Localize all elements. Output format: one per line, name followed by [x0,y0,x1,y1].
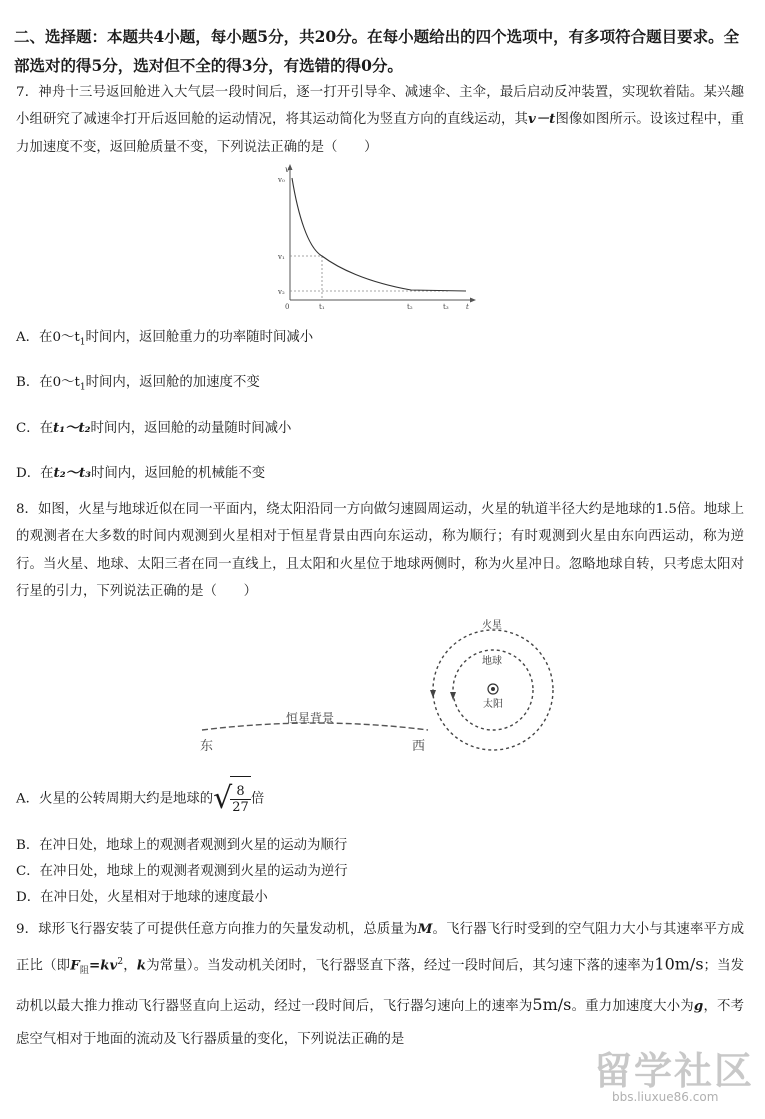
q9-text-2c: 为常量）。当发动机关闭时，飞行器竖直下落，经过一段时间后，其匀速 [146,958,574,974]
q9-speed-up: 5m/s [532,995,572,1015]
question-8-stem: 8．如图，火星与地球近似在同一平面内，绕太阳沿同一方向做匀速圆周运动，火星的轨道半径大约是地球的1.5倍。地球上的观测者在大多数的时间内观测到火星相对于恒星背景由西向东运动，称为顺行；有时观测到火星由东向西运动，称为逆行。当火星、地球、太阳三者在同一直线上，且太阳和火星位于地球两侧时，称为火星冲日。忽略地球自转，只考虑太阳对行星的引力，下列说法正确的是（ ） [16,502,744,600]
q9-text-1: 9．球形飞行器安装了可提供任意方向推力的矢量发动机，总质量为 [16,922,418,937]
q9-force-symbol: F [70,957,80,974]
q7-vt-symbol: v－t [528,111,556,128]
fraction-numerator: 8 [230,784,251,800]
q8-option-c: C．在冲日处，地球上的观测者观测到火星的运动为逆行 [16,864,348,879]
q9-text-2a: 其速率平方成正比（即 [16,922,744,974]
origin-label: 0 [285,303,290,310]
section-heading: 二、选择题：本题共4小题，每小题5分，共20分。在每小题给出的四个选项中，有多项符合题目要求。全部选对的得5分，选对但不全的得3分，有选错的得0分。 [14,27,740,75]
east-label: 东 [200,739,214,754]
star-background-label: 恒星背景 [286,711,335,725]
q7-stem-part-a: 7．神舟十三号返回舱进入大气层一段时间后，逐一打开引导伞、减速伞、主伞，最后启动反冲装置，实现软着陆。某兴趣小组研究了减速伞打开后返回舱的运动情况，将其运动简化为竖直方向的直线运动，其 [16,85,744,128]
q7-a-range: 0～t [52,330,80,345]
q8-option-b: B．在冲日处，地球上的观测者观测到火星的运动为顺行 [16,838,348,853]
v2-label: v₂ [278,288,285,296]
q7-d-prefix: D．在 [16,466,54,481]
q7-a-text: 时间内，返回舱重力的功率随时间减小 [85,330,314,345]
earth-orbit-arrow [450,692,456,700]
sqrt-expression [213,776,251,822]
t1-label: t₁ [319,303,325,310]
q7-option-a [16,328,313,353]
question-7-stem [16,79,744,161]
watermark-url: bbs.liuxue86.com [612,1090,719,1104]
q9-force-subscript: 阻 [79,966,90,977]
q7-d-text: 时间内，返回舱的机械能不变 [91,466,266,481]
q8-a-prefix: A．火星的公转周期大约是地球的 [16,791,214,807]
q7-vt-graph [276,160,481,310]
q9-g-symbol: g [693,998,704,1015]
earth-label: 地球 [482,656,502,667]
question-9-stem [16,913,744,1056]
q7-b-sub: 1 [79,382,86,393]
sun-core [491,687,495,691]
q7-c-prefix: C．在 [16,421,54,436]
q8-option-a [16,776,264,820]
t2-label: t₂ [407,303,413,310]
site-watermark [590,1040,760,1118]
q9-mass-symbol: M [417,921,433,937]
t3-label: t₃ [443,303,449,310]
x-axis-label: t [466,303,469,310]
x-axis-arrow [470,298,476,303]
q7-stem-part-b: 图像如图所示。设该过程中，重力加速度不变，返回舱质量不变，下列说法正确的是（ ） [16,112,745,155]
q9-formula-rest: =kv [89,957,118,974]
q7-b-prefix: B．在 [16,375,53,390]
velocity-curve [292,178,466,291]
q9-speed-down: 10m/s [654,954,704,974]
q9-text-3a: 下落的速率为 [573,958,655,974]
q8-option-d: D．在冲日处，火星相对于地球的速度最小 [16,890,268,905]
q7-b-text: 时间内，返回舱的加速度不变 [85,375,260,390]
watermark-brand: 留学社区 [594,1049,755,1093]
q7-a-prefix: A．在 [16,330,53,345]
q7-c-range: t₁～t₂ [53,420,91,436]
v1-label: v₁ [278,253,285,261]
fraction-denominator: 27 [232,800,249,815]
q9-text-4b: 。重力加速度大小为 [571,999,694,1015]
q9-text-4c: ，不考虑空气相对于地面的流动及飞行器质量的变化，下列说法正确的是 [16,999,745,1048]
sqrt-sign: √ [213,781,233,816]
sun-label: 太阳 [483,699,503,710]
q9-text-1b: 。飞行器飞行时受到的空气阻力大小与 [432,922,663,937]
q7-d-range: t₂～t₃ [53,465,92,481]
q8-orbit-figure [196,612,556,762]
q7-c-text: 时间内，返回舱的动量随时间减小 [90,421,292,436]
v0-label: v₀ [278,176,285,184]
q8-a-suffix: 倍 [250,791,265,807]
q9-k-symbol: k [136,957,147,974]
q7-b-range: 0～t [52,375,80,390]
west-label: 西 [412,739,426,754]
q9-formula-exponent: 2 [117,957,124,967]
q9-text-2b: ， [123,958,137,974]
q7-a-sub: 1 [79,337,86,348]
q7-option-b [16,373,260,398]
mars-label: 火星 [482,620,502,631]
mars-orbit-arrow [430,690,436,698]
q9-text-4a: 速率为 [491,999,533,1015]
y-axis-label: v [285,165,290,174]
q7-option-c [16,418,291,439]
q9-text-3b: ；当发动机以最大推力推动飞行器竖直向上运动，经过一段时间后，飞行器匀速向上的 [16,958,745,1015]
q7-option-d [16,463,265,484]
